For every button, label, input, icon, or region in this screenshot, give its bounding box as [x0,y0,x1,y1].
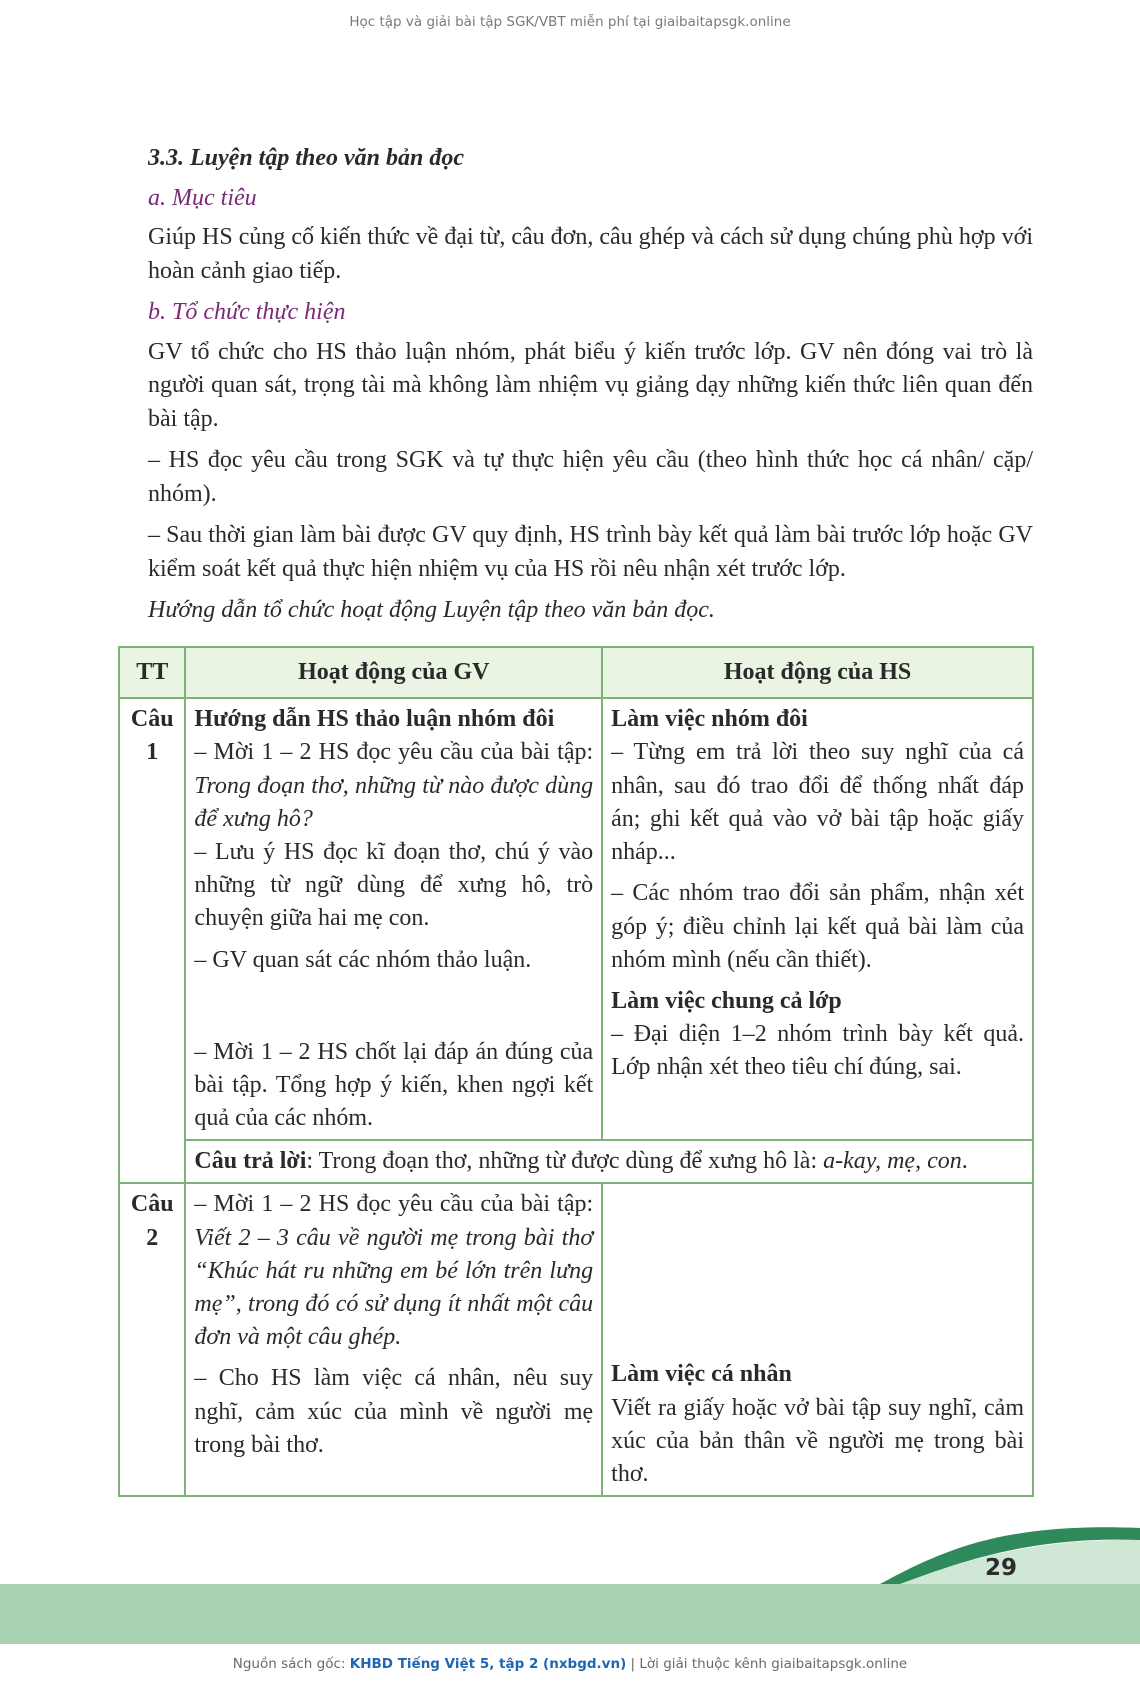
activity-table [118,646,1034,1497]
q2-hs-heading: Làm việc cá nhân [611,1361,792,1388]
objective-text: Giúp HS củng cố kiến thức về đại từ, câu đơn, câu ghép và cách sử dụng chúng phù hợp với hoàn cảnh giao tiếp. [148,224,1033,284]
q1-gv-heading: Hướng dẫn HS thảo luận nhóm đôi [194,706,555,733]
footer-source [0,1656,1140,1672]
q1-gv-item-3: – GV quan sát các nhóm thảo luận. [194,946,532,973]
q1-answer-label: Câu trả lời [194,1148,307,1175]
q2-gv-item-1 [194,1188,593,1354]
q2-gv-item-2: – Cho HS làm việc cá nhân, nêu suy nghĩ, cảm xúc của mình về người mẹ trong bài thơ. [194,1365,594,1458]
footer-band [0,1584,1140,1644]
q2-gv-item-1-task: Viết 2 – 3 câu về người mẹ trong bài thơ “Khúc hát ru những em bé lớn trên lưng mẹ”, trong đó có sử dụng ít nhất một câu đơn và một câu ghép. [194,1224,594,1351]
header-gv: Hoạt động của GV [185,647,602,698]
q2-hs-cell [602,1183,1033,1496]
q1-gv-cell [185,698,602,1140]
footer-source-link[interactable]: KHBD Tiếng Việt 5, tập 2 (nxbgd.vn) [349,1656,627,1672]
objective-heading: a. Mục tiêu [148,184,257,211]
paragraph-3: – Sau thời gian làm bài được GV quy định, HS trình bày kết quả làm bài trước lớp hoặc GV kiểm soát kết quả thực hiện nhiệm vụ của HS rồi nêu nhận xét trước lớp. [148,522,1033,582]
q2-tt-cell [119,1183,185,1496]
q2-gv-cell [185,1183,602,1496]
q1-gv-item-4: – Mời 1 – 2 HS chốt lại đáp án đúng của bài tập. Tổng hợp ý kiến, khen ngợi kết quả của các nhóm. [194,1038,594,1132]
q1-hs-item-2: – Các nhóm trao đổi sản phẩm, nhận xét góp ý; điều chỉnh lại kết quả bài làm của nhóm mình (nếu cần thiết). [611,880,1024,973]
q1-hs-heading-pair: Làm việc nhóm đôi [611,706,808,733]
q1-hs-heading-class: Làm việc chung cả lớp [611,988,842,1015]
q2-tt-label: Câu [130,1191,174,1218]
q1-tt-cell [119,698,185,1183]
q1-tt-label: Câu [130,706,174,733]
header-watermark: Học tập và giải bài tập SGK/VBT miễn phí tại giaibaitapsgk.online [349,14,791,30]
footer-source-prefix: Nguồn sách gốc: [232,1656,350,1672]
q2-gv-item-1-prefix: – Mời 1 – 2 HS đọc yêu cầu của bài tập: [194,1191,594,1218]
q2-hs-item: Viết ra giấy hoặc vở bài tập suy nghĩ, cảm xúc của bản thân về người mẹ trong bài thơ. [611,1394,1024,1488]
q1-gv-item-1 [194,736,593,836]
table-row-q1-answer [119,1140,1033,1183]
header-tt: TT [119,647,185,698]
paragraph-2: – HS đọc yêu cầu trong SGK và tự thực hiện yêu cầu (theo hình thức học cá nhân/ cặp/ nhóm). [148,447,1033,507]
q1-hs-item-3: – Đại diện 1–2 nhóm trình bày kết quả. Lớp nhận xét theo tiêu chí đúng, sai. [611,1021,1024,1081]
q1-gv-item-1-question: Trong đoạn thơ, những từ nào được dùng để xưng hô? [194,772,594,832]
q1-hs-item-1: – Từng em trả lời theo suy nghĩ của cá nhân, sau đó trao đổi để thống nhất đáp án; ghi kết quả vào vở bài tập hoặc giấy nháp... [611,739,1024,866]
q2-tt-number: 2 [146,1224,159,1251]
q1-answer-end: . [961,1148,968,1175]
paragraph-1: GV tổ chức cho HS thảo luận nhóm, phát biểu ý kiến trước lớp. GV nên đóng vai trò là người quan sát, trọng tài mà không làm nhiệm vụ giảng dạy những kiến thức liên quan đến bài tập. [148,338,1033,432]
q1-answer-cell [185,1140,1033,1183]
q1-answer-text: : Trong đoạn thơ, những từ được dùng để xưng hô là: [306,1148,824,1175]
table-caption: Hướng dẫn tổ chức hoạt động Luyện tập theo văn bản đọc. [148,597,715,623]
page-number: 29 [985,1555,1018,1581]
q1-tt-number: 1 [146,739,159,766]
q1-gv-item-1-prefix: – Mời 1 – 2 HS đọc yêu cầu của bài tập: [194,739,594,766]
implementation-heading: b. Tổ chức thực hiện [148,299,346,325]
q1-answer-words: a-kay, mẹ, con [823,1148,962,1175]
footer-source-suffix: | Lời giải thuộc kênh giaibaitapsgk.online [626,1656,908,1672]
q1-gv-item-2: – Lưu ý HS đọc kĩ đoạn thơ, chú ý vào những từ ngữ dùng để xưng hô, trò chuyện giữa hai mẹ con. [194,839,594,932]
lesson-content [148,142,1033,636]
section-title: 3.3. Luyện tập theo văn bản đọc [148,145,464,171]
q1-hs-cell [602,698,1033,1140]
header-hs: Hoạt động của HS [602,647,1033,698]
table-row-q2 [119,1183,1033,1496]
table-header-row [119,647,1033,698]
table-row-q1 [119,698,1033,1140]
